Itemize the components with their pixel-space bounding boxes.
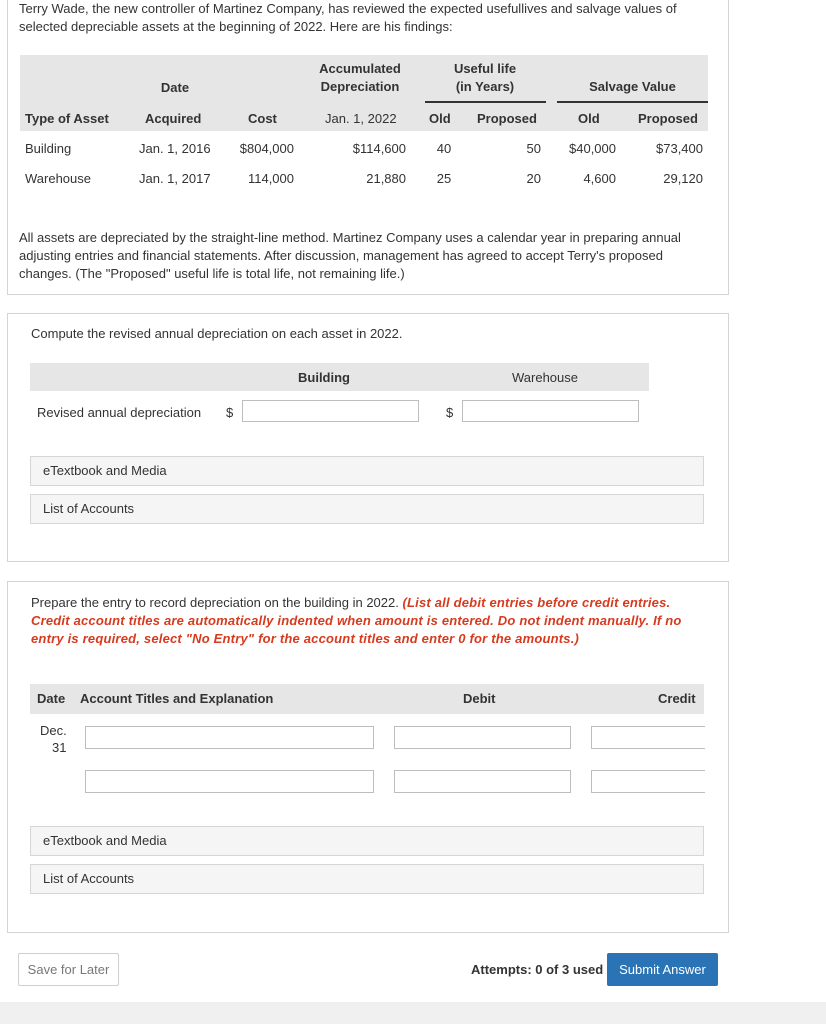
q1-col-warehouse: Warehouse bbox=[512, 370, 578, 385]
col-accum-line2: Depreciation bbox=[320, 79, 400, 94]
q1-row-label: Revised annual depreciation bbox=[37, 405, 202, 420]
row-accum: 21,880 bbox=[366, 171, 406, 186]
save-for-later-button[interactable]: Save for Later bbox=[18, 953, 119, 986]
q2-prompt-block bbox=[31, 594, 703, 648]
col-life-line1: Useful life bbox=[453, 61, 517, 76]
entry-date-day: 31 bbox=[52, 740, 67, 755]
row-acquired: Jan. 1, 2017 bbox=[139, 171, 211, 186]
attempts-text: Attempts: 0 of 3 used bbox=[471, 962, 604, 977]
life-underline bbox=[425, 101, 546, 103]
method-text: All assets are depreciated by the straight-line method. Martinez Company uses a calendar year in preparing annual adjusting entries and financial statements. After discussion, management has agreed to accept Terry's proposed changes. (The "Proposed" useful life is total life, not remaining life.) bbox=[19, 230, 681, 281]
col-accum-line1: Accumulated bbox=[319, 61, 401, 76]
etextbook-link[interactable]: eTextbook and Media bbox=[30, 826, 704, 856]
col-life-old: Old bbox=[429, 111, 451, 126]
row-salvage-old: $40,000 bbox=[569, 141, 616, 156]
submit-answer-button[interactable]: Submit Answer bbox=[607, 953, 718, 986]
col-salvage: Salvage Value bbox=[589, 79, 676, 94]
q2-instructions: (List all debit entries before credit entries. Credit account titles are automatically indented when amount is entered. Do not indent manually. If no entry is required, select "No Entry" for the account titles and enter 0 for the amounts.) bbox=[31, 595, 682, 646]
credit-input-1[interactable] bbox=[591, 726, 705, 749]
debit-input-2[interactable] bbox=[394, 770, 571, 793]
currency-sign: $ bbox=[446, 405, 454, 420]
debit-input-1[interactable] bbox=[394, 726, 571, 749]
row-cost: $804,000 bbox=[239, 141, 294, 156]
col-life-line2: (in Years) bbox=[455, 79, 515, 94]
q1-col-building: Building bbox=[298, 370, 350, 385]
page-bottom-strip bbox=[0, 1002, 826, 1024]
col-credit: Credit bbox=[658, 691, 696, 706]
row-asset: Warehouse bbox=[25, 171, 91, 186]
intro-text: Terry Wade, the new controller of Martinez Company, has reviewed the expected usefullives and salvage values of selected depreciable assets at the beginning of 2022. Here are his findings: bbox=[19, 1, 677, 34]
col-type-of-asset: Type of Asset bbox=[25, 111, 109, 126]
col-date: Date bbox=[37, 691, 66, 706]
row-salvage-proposed: $73,400 bbox=[656, 141, 703, 156]
question-1-panel bbox=[7, 313, 729, 562]
row-salvage-proposed: 29,120 bbox=[663, 171, 703, 186]
q2-prompt: Prepare the entry to record depreciation on the building in 2022. bbox=[31, 595, 399, 610]
col-debit: Debit bbox=[463, 691, 496, 706]
warehouse-depreciation-input[interactable] bbox=[462, 400, 639, 422]
entry-date-month: Dec. bbox=[40, 723, 67, 738]
row-salvage-old: 4,600 bbox=[583, 171, 616, 186]
col-salvage-proposed: Proposed bbox=[638, 111, 698, 126]
row-cost: 114,000 bbox=[247, 171, 294, 186]
q1-prompt: Compute the revised annual depreciation on each asset in 2022. bbox=[31, 326, 403, 341]
row-life-proposed: 20 bbox=[526, 171, 541, 186]
col-date-top: Date bbox=[160, 80, 190, 95]
account-title-input-2[interactable] bbox=[85, 770, 374, 793]
col-cost: Cost bbox=[248, 111, 277, 126]
row-life-proposed: 50 bbox=[526, 141, 541, 156]
building-depreciation-input[interactable] bbox=[242, 400, 419, 422]
row-asset: Building bbox=[25, 141, 72, 156]
col-salvage-old: Old bbox=[578, 111, 600, 126]
row-acquired: Jan. 1, 2016 bbox=[139, 141, 211, 156]
etextbook-link[interactable]: eTextbook and Media bbox=[30, 456, 704, 486]
currency-sign: $ bbox=[226, 405, 234, 420]
col-accum-date: Jan. 1, 2022 bbox=[325, 111, 397, 126]
col-account-titles: Account Titles and Explanation bbox=[80, 691, 274, 706]
credit-input-2[interactable] bbox=[591, 770, 705, 793]
col-acquired: Acquired bbox=[145, 111, 202, 126]
row-life-old: 40 bbox=[436, 141, 452, 156]
row-accum: $114,600 bbox=[352, 141, 406, 156]
col-life-proposed: Proposed bbox=[477, 111, 537, 126]
account-title-input-1[interactable] bbox=[85, 726, 374, 749]
list-of-accounts-link[interactable]: List of Accounts bbox=[30, 494, 704, 524]
salvage-underline bbox=[557, 101, 708, 103]
list-of-accounts-link[interactable]: List of Accounts bbox=[30, 864, 704, 894]
row-life-old: 25 bbox=[436, 171, 452, 186]
